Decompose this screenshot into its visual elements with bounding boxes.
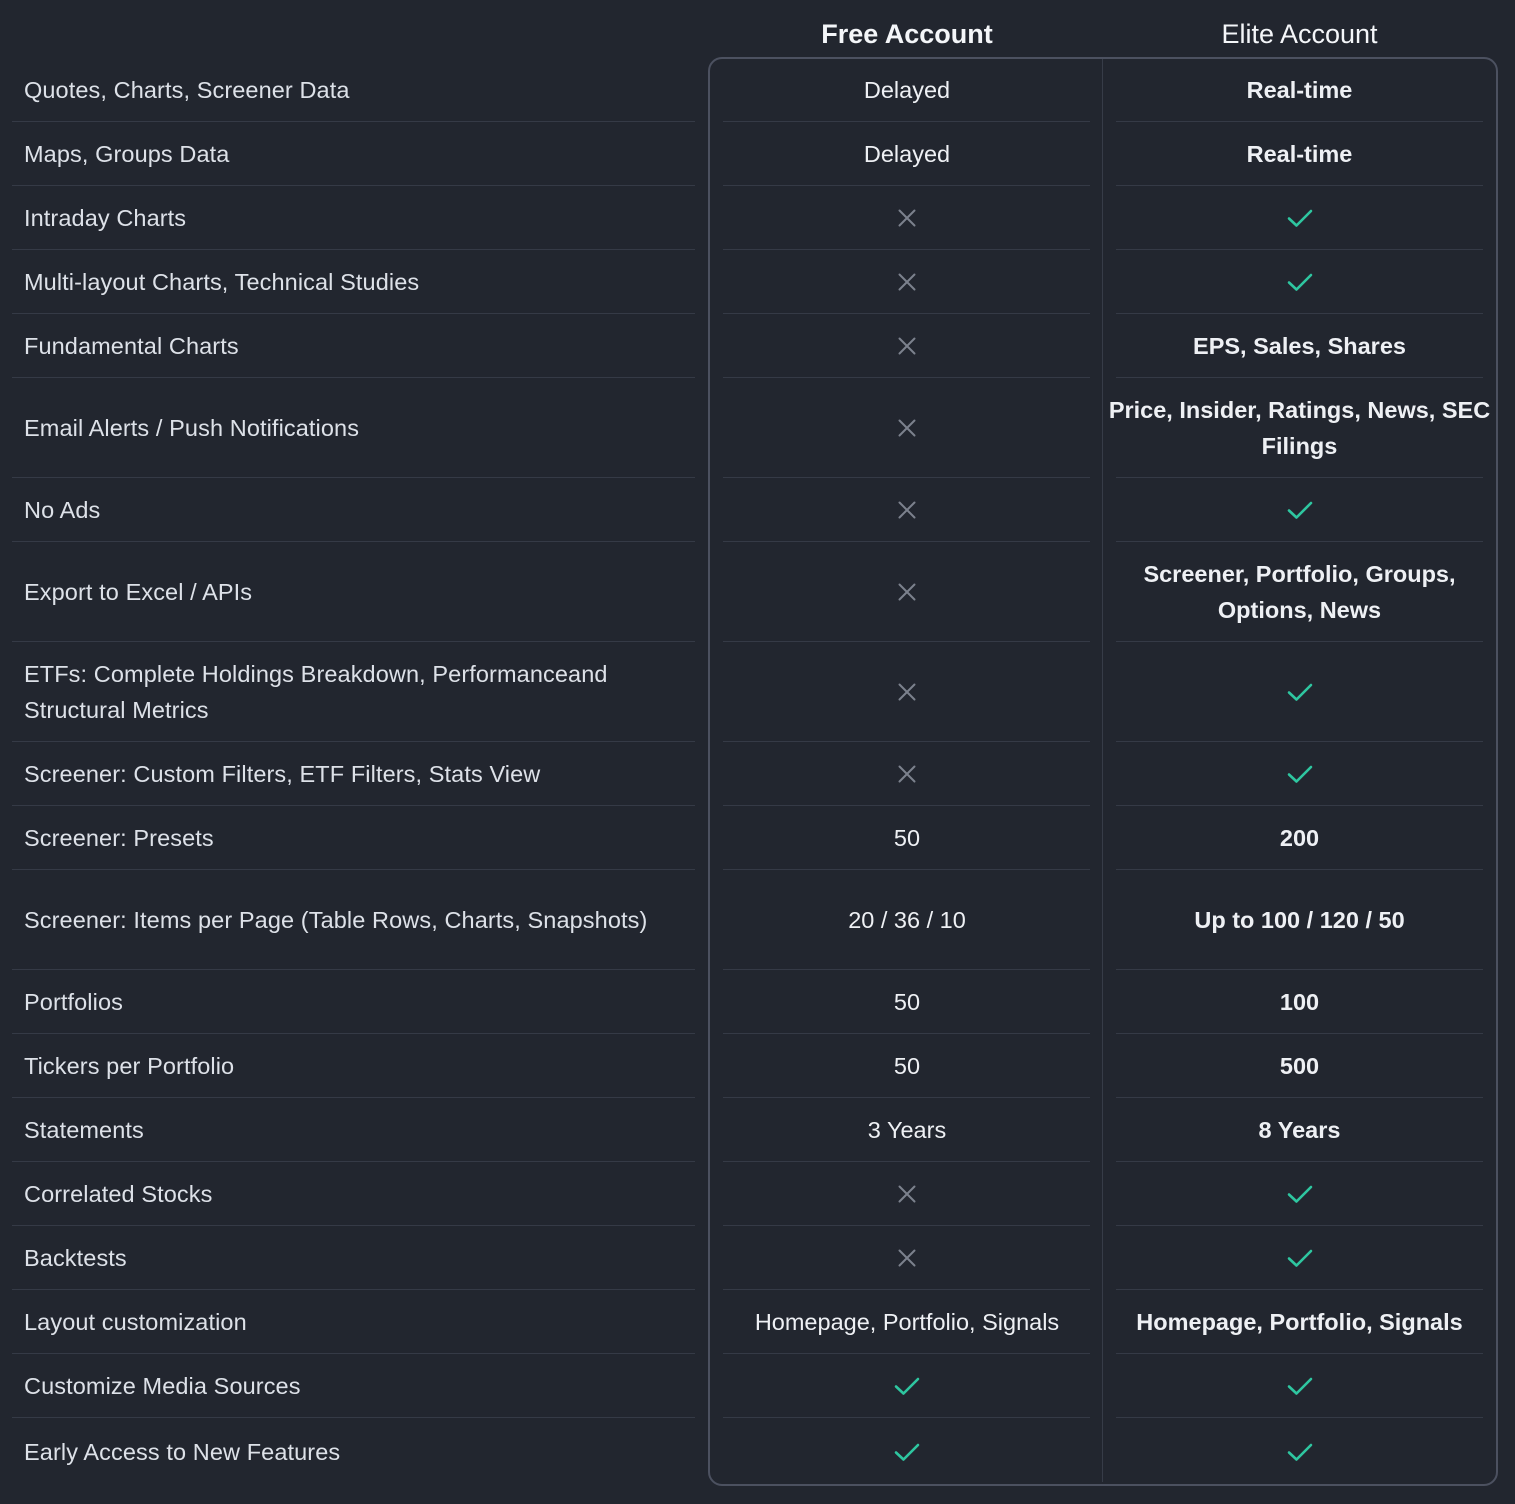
feature-label-text: Customize Media Sources	[24, 1373, 301, 1399]
feature-label	[24, 478, 684, 542]
feature-label-text: Screener: Presets	[24, 825, 214, 851]
elite-account-header: Elite Account	[1221, 19, 1378, 49]
feature-label	[24, 970, 684, 1034]
free-value: 50	[893, 1053, 921, 1079]
table-row	[0, 186, 1515, 250]
feature-label	[24, 1418, 684, 1486]
elite-cell	[1103, 1034, 1496, 1098]
elite-cell	[1103, 58, 1496, 122]
free-cell	[711, 378, 1103, 478]
free-cell	[711, 642, 1103, 742]
table-row	[0, 478, 1515, 542]
free-cell	[711, 742, 1103, 806]
free-value: 3 Years	[867, 1117, 947, 1143]
feature-label-text: ETFs: Complete Holdings Breakdown, Performanceand Structural Metrics	[24, 661, 608, 723]
table-row	[0, 1162, 1515, 1226]
feature-label-text: Intraday Charts	[24, 205, 187, 231]
check-icon	[1287, 500, 1313, 520]
feature-label	[24, 1098, 684, 1162]
feature-label	[24, 1226, 684, 1290]
feature-label-text: Early Access to New Features	[24, 1439, 341, 1465]
free-account-header: Free Account	[821, 19, 993, 49]
cross-icon	[897, 500, 917, 520]
table-row	[0, 1290, 1515, 1354]
cross-icon	[897, 1184, 917, 1204]
table-row	[0, 542, 1515, 642]
free-value: 50	[893, 825, 921, 851]
elite-cell	[1103, 642, 1496, 742]
elite-cell	[1103, 1354, 1496, 1418]
elite-value: 200	[1279, 825, 1320, 851]
elite-cell	[1103, 870, 1496, 970]
check-icon	[1287, 682, 1313, 702]
feature-label-text: Email Alerts / Push Notifications	[24, 415, 360, 441]
table-row	[0, 314, 1515, 378]
check-icon	[1287, 1376, 1313, 1396]
feature-label	[24, 1034, 684, 1098]
table-row	[0, 642, 1515, 742]
cross-icon	[897, 208, 917, 228]
free-cell	[711, 542, 1103, 642]
check-icon	[1287, 1248, 1313, 1268]
elite-cell	[1103, 1226, 1496, 1290]
feature-label-text: Backtests	[24, 1245, 127, 1271]
elite-value: 100	[1279, 989, 1320, 1015]
feature-label-text: Screener: Custom Filters, ETF Filters, Stats View	[24, 761, 541, 787]
feature-label-text: Quotes, Charts, Screener Data	[24, 77, 350, 103]
feature-label	[24, 1162, 684, 1226]
feature-label	[24, 806, 684, 870]
feature-label-text: Portfolios	[24, 989, 123, 1015]
cross-icon	[897, 582, 917, 602]
feature-label	[24, 1354, 684, 1418]
feature-label	[24, 1290, 684, 1354]
feature-label-text: Tickers per Portfolio	[24, 1053, 235, 1079]
feature-label-text: Correlated Stocks	[24, 1181, 213, 1207]
feature-label-text: Maps, Groups Data	[24, 141, 230, 167]
elite-value: Real-time	[1246, 141, 1353, 167]
check-icon	[894, 1442, 920, 1462]
feature-label-text: Multi-layout Charts, Technical Studies	[24, 269, 420, 295]
free-cell	[711, 1290, 1103, 1354]
table-row	[0, 970, 1515, 1034]
elite-cell	[1103, 1290, 1496, 1354]
feature-label	[24, 870, 684, 970]
free-value: Homepage, Portfolio, Signals	[754, 1309, 1060, 1335]
elite-cell	[1103, 478, 1496, 542]
free-cell	[711, 1226, 1103, 1290]
free-value: 20 / 36 / 10	[848, 907, 966, 933]
cross-icon	[897, 682, 917, 702]
feature-label-text: Screener: Items per Page (Table Rows, Charts, Snapshots)	[24, 907, 648, 933]
table-row	[0, 806, 1515, 870]
free-cell	[711, 1098, 1103, 1162]
free-cell	[711, 478, 1103, 542]
free-cell	[711, 806, 1103, 870]
table-row	[0, 58, 1515, 122]
table-row	[0, 1034, 1515, 1098]
table-row	[0, 250, 1515, 314]
elite-cell	[1103, 250, 1496, 314]
free-cell	[711, 1354, 1103, 1418]
feature-label	[24, 742, 684, 806]
table-row	[0, 870, 1515, 970]
table-row	[0, 1418, 1515, 1486]
elite-value: EPS, Sales, Shares	[1193, 333, 1406, 359]
feature-label	[24, 58, 684, 122]
check-icon	[1287, 1442, 1313, 1462]
table-row	[0, 1098, 1515, 1162]
elite-cell	[1103, 186, 1496, 250]
check-icon	[1287, 208, 1313, 228]
elite-cell	[1103, 742, 1496, 806]
cross-icon	[897, 336, 917, 356]
feature-label	[24, 186, 684, 250]
check-icon	[894, 1376, 920, 1396]
feature-label-text: Fundamental Charts	[24, 333, 239, 359]
elite-cell	[1103, 1098, 1496, 1162]
free-cell	[711, 186, 1103, 250]
free-cell	[711, 1162, 1103, 1226]
elite-value: 500	[1279, 1053, 1320, 1079]
free-cell	[711, 1034, 1103, 1098]
feature-label	[24, 314, 684, 378]
feature-label	[24, 642, 684, 742]
free-cell	[711, 870, 1103, 970]
feature-label-text: Export to Excel / APIs	[24, 579, 253, 605]
check-icon	[1287, 272, 1313, 292]
elite-value: 8 Years	[1258, 1117, 1341, 1143]
feature-label	[24, 250, 684, 314]
free-value: 50	[893, 989, 921, 1015]
elite-value: Real-time	[1246, 77, 1353, 103]
free-cell	[711, 250, 1103, 314]
elite-cell	[1103, 542, 1496, 642]
elite-value: Screener, Portfolio, Groups, Options, News	[1143, 561, 1456, 623]
elite-value: Up to 100 / 120 / 50	[1194, 907, 1405, 933]
free-cell	[711, 970, 1103, 1034]
feature-label-text: Layout customization	[24, 1309, 247, 1335]
elite-cell	[1103, 1418, 1496, 1486]
feature-label-text: No Ads	[24, 497, 101, 523]
free-cell	[711, 122, 1103, 186]
elite-value: Price, Insider, Ratings, News, SEC Filings	[1108, 397, 1491, 459]
elite-cell	[1103, 122, 1496, 186]
elite-cell	[1103, 970, 1496, 1034]
elite-cell	[1103, 1162, 1496, 1226]
free-cell	[711, 58, 1103, 122]
elite-cell	[1103, 314, 1496, 378]
feature-label	[24, 122, 684, 186]
cross-icon	[897, 764, 917, 784]
free-cell	[711, 1418, 1103, 1486]
feature-label-text: Statements	[24, 1117, 144, 1143]
feature-label	[24, 378, 684, 478]
elite-value: Homepage, Portfolio, Signals	[1136, 1309, 1463, 1335]
cross-icon	[897, 272, 917, 292]
elite-cell	[1103, 378, 1496, 478]
table-row	[0, 122, 1515, 186]
free-value: Delayed	[863, 77, 951, 103]
check-icon	[1287, 764, 1313, 784]
check-icon	[1287, 1184, 1313, 1204]
table-row	[0, 1226, 1515, 1290]
free-value: Delayed	[863, 141, 951, 167]
cross-icon	[897, 1248, 917, 1268]
comparison-table	[0, 58, 1515, 1486]
free-cell	[711, 314, 1103, 378]
cross-icon	[897, 418, 917, 438]
elite-cell	[1103, 806, 1496, 870]
table-row	[0, 1354, 1515, 1418]
table-row	[0, 378, 1515, 478]
table-row	[0, 742, 1515, 806]
feature-label	[24, 542, 684, 642]
